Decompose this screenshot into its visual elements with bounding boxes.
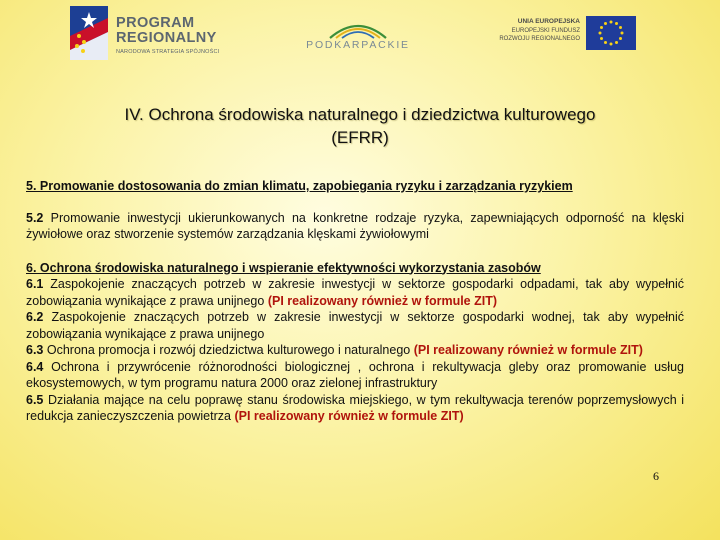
flag-stars-icon xyxy=(70,6,108,60)
section-6-item xyxy=(26,359,684,392)
eu-line1: UNIA EUROPEJSKA xyxy=(517,18,580,25)
logo-regionalny-text: REGIONALNY xyxy=(116,30,217,46)
title-line1: IV. Ochrona środowiska naturalnego i dziedzictwa kulturowego xyxy=(124,105,596,124)
zit-note: (PI realizowany również w formule ZIT) xyxy=(267,293,498,308)
item-text: Zaspokojenie znaczących potrzeb w zakresie inwestycji w sektorze gospodarki wodnej, tak aby wypełnić zobowiązania wynikające z prawa unijnego xyxy=(26,310,684,341)
page-number: 6 xyxy=(653,469,659,483)
header xyxy=(0,0,720,72)
slide-title xyxy=(30,103,690,149)
section-6-heading: 6. Ochrona środowiska naturalnego i wspieranie efektywności wykorzystania zasobów xyxy=(26,260,541,275)
item-number: 6.3 xyxy=(26,343,44,357)
podkarpackie-logo xyxy=(298,20,418,54)
section-6-item xyxy=(26,392,684,425)
item-number: 5.2 xyxy=(26,210,44,225)
eu-line2: EUROPEJSKI FUNDUSZ xyxy=(511,28,580,34)
logo-nss-text: NARODOWA STRATEGIA SPÓJNOŚCI xyxy=(116,49,220,55)
section-5-item xyxy=(26,210,684,243)
eu-line3: ROZWOJU REGIONALNEGO xyxy=(499,36,580,42)
item-text: Ochrona i przywrócenie różnorodności biologicznej , ochrona i rekultywacja gleby oraz promowanie usług ekosystemowych, w tym programu natura 2000 oraz zielonej infrastruktury xyxy=(26,359,684,390)
zit-note: (PI realizowany również w formule ZIT) xyxy=(234,409,464,423)
item-text: Działania mające na celu poprawę stanu środowiska miejskiego, w tym rekultywacja terenów poprzemysłowych i redukcja zanieczyszczenia powietrza xyxy=(26,392,684,423)
item-text: Ochrona promocja i rozwój dziedzictwa kulturowego i naturalnego xyxy=(43,343,414,357)
logo-program-text: PROGRAM xyxy=(116,15,195,31)
item-number: 6.5 xyxy=(26,392,44,407)
zit-note: (PI realizowany również w formule ZIT) xyxy=(413,343,643,357)
podkarpackie-text: PODKARPACKIE xyxy=(306,39,410,51)
title-line2: (EFRR) xyxy=(331,128,389,147)
eu-flag-icon xyxy=(586,16,636,50)
section-5-heading: 5. Promowanie dostosowania do zmian klimatu, zapobiegania ryzyku i zarządzania ryzykiem xyxy=(26,179,573,193)
eu-logo xyxy=(488,14,638,54)
section-6-item xyxy=(26,276,684,309)
item-text: Promowanie inwestycji ukierunkowanych na konkretne rodzaje ryzyka, zapewniających odporność na klęski żywiołowe oraz stworzenie systemów zarządzania klęskami żywiołowymi xyxy=(26,210,684,241)
slide-content xyxy=(26,178,684,425)
section-6-item xyxy=(26,342,684,359)
item-number: 6.4 xyxy=(26,359,44,374)
program-regionalny-logo xyxy=(70,6,245,62)
item-text: Zaspokojenie znaczących potrzeb w zakresie inwestycji w sektorze gospodarki odpadami, tak aby wypełnić zobowiązania wynikające z prawa unijnego xyxy=(26,277,684,308)
podkarpackie-arc-icon xyxy=(328,20,388,40)
item-number: 6.2 xyxy=(26,310,44,324)
item-number: 6.1 xyxy=(26,277,44,291)
section-6-item xyxy=(26,309,684,342)
